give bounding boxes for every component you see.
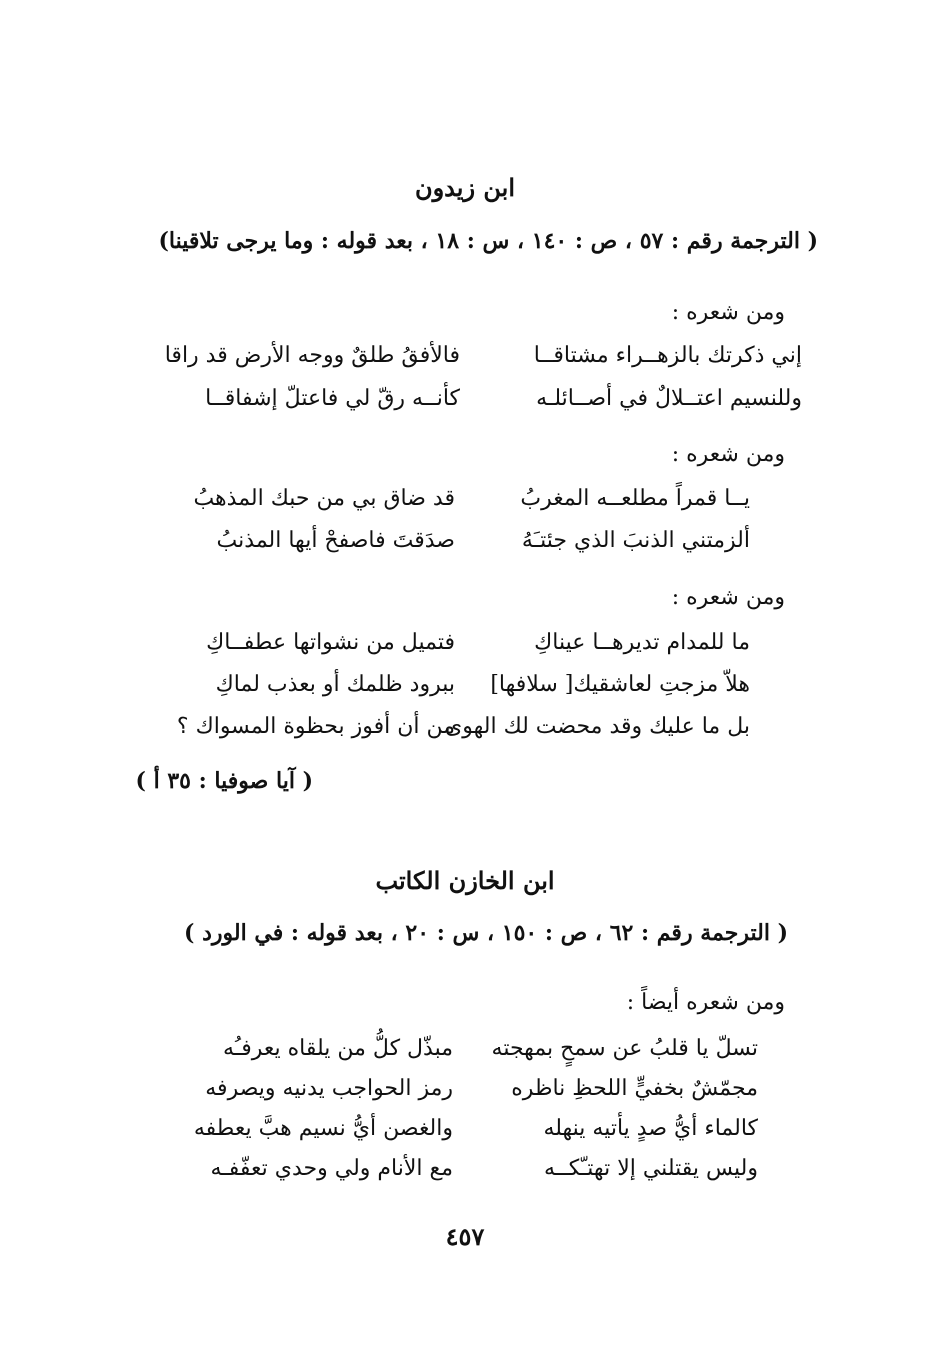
page-number: ٤٥٧ bbox=[445, 1222, 485, 1251]
verse-left-hemistich: من أن أفوز بحظوة المسواك ؟ bbox=[176, 714, 455, 739]
verse-left-hemistich: والغصن أيُّ نسيم هبَّ يعطفه bbox=[193, 1116, 453, 1141]
section-title: ابن زيدون bbox=[414, 173, 516, 202]
verse-left-hemistich: صدَقتَ فاصفحْ أيها المذنبُ bbox=[216, 528, 455, 553]
verse-left-hemistich: مبذّل كلُّ من يلقاه يعرفـُه bbox=[223, 1036, 453, 1061]
translation-reference: ( الترجمة رقم : ٥٧ ، ص : ١٤٠ ، س : ١٨ ، بعد قوله : وما يرجى تلاقينا) bbox=[158, 228, 818, 254]
verse-line bbox=[0, 1076, 930, 1110]
section-title: ابن الخازن الكاتب bbox=[375, 866, 555, 895]
verse-line bbox=[0, 386, 930, 420]
verse-right-hemistich: ما للمدام تديرهــا عيناكِ bbox=[534, 630, 750, 655]
verse-line bbox=[0, 630, 930, 664]
verse-right-hemistich: مجمّشٌ بخفيٍّ اللحظِ ناظره bbox=[511, 1076, 758, 1101]
poem-intro: ومن شعره : bbox=[671, 585, 785, 610]
verse-right-hemistich: ألزمتني الذنبَ الذي جئتـَهُ bbox=[521, 528, 750, 553]
verse-right-hemistich: هلاّ مزجتِ لعاشقيك[ سلافها] bbox=[490, 672, 750, 697]
verse-right-hemistich: إني ذكرتك بالزهــراء مشتاقــا bbox=[533, 343, 802, 368]
verse-right-hemistich: يــا قمراً مطلعــه المغربُ bbox=[520, 486, 750, 511]
source-note: ( آيا صوفيا : ٣٥ أ ) bbox=[135, 768, 313, 794]
verse-left-hemistich: قد ضاق بي من حبك المذهبُ bbox=[193, 486, 455, 511]
verse-right-hemistich: بل ما عليك وقد محضت لك الهوى bbox=[445, 714, 750, 739]
verse-left-hemistich: ببرود ظلمك أو بعذب لماكِ bbox=[215, 672, 455, 697]
verse-line bbox=[0, 714, 930, 748]
verse-left-hemistich: رمز الحواجب يدنيه ويصرفه bbox=[205, 1076, 453, 1101]
verse-right-hemistich: كالماء أيُّ صدٍ يأتيه ينهله bbox=[543, 1116, 758, 1141]
verse-left-hemistich: كأنــه رقّ لي فاعتلّ إشفاقــا bbox=[205, 386, 460, 411]
verse-line bbox=[0, 672, 930, 706]
verse-left-hemistich: فالأفقُ طلقٌ ووجه الأرض قد راقا bbox=[164, 343, 460, 368]
verse-line bbox=[0, 528, 930, 562]
verse-line bbox=[0, 486, 930, 520]
verse-left-hemistich: مع الأنام ولي وحدي تعفّفـه bbox=[210, 1156, 453, 1181]
verse-line bbox=[0, 1116, 930, 1150]
poem-intro: ومن شعره : bbox=[671, 300, 785, 325]
verse-right-hemistich: تسلّ يا قلبُ عن سمحٍ بمهجته bbox=[491, 1036, 758, 1061]
poem-intro: ومن شعره أيضاً : bbox=[626, 990, 785, 1015]
poem-intro: ومن شعره : bbox=[671, 442, 785, 467]
verse-line bbox=[0, 1156, 930, 1190]
translation-reference: ( الترجمة رقم : ٦٢ ، ص : ١٥٠ ، س : ٢٠ ، بعد قوله : في الورد ) bbox=[184, 920, 788, 946]
verse-left-hemistich: فتميل من نشواتها عطفــاكِ bbox=[206, 630, 455, 655]
verse-line bbox=[0, 343, 930, 377]
verse-line bbox=[0, 1036, 930, 1070]
verse-right-hemistich: وللنسيم اعتــلالٌ في أصــائلـه bbox=[536, 386, 802, 411]
verse-right-hemistich: وليس يقتلني إلا تهتـّكــه bbox=[544, 1156, 758, 1181]
